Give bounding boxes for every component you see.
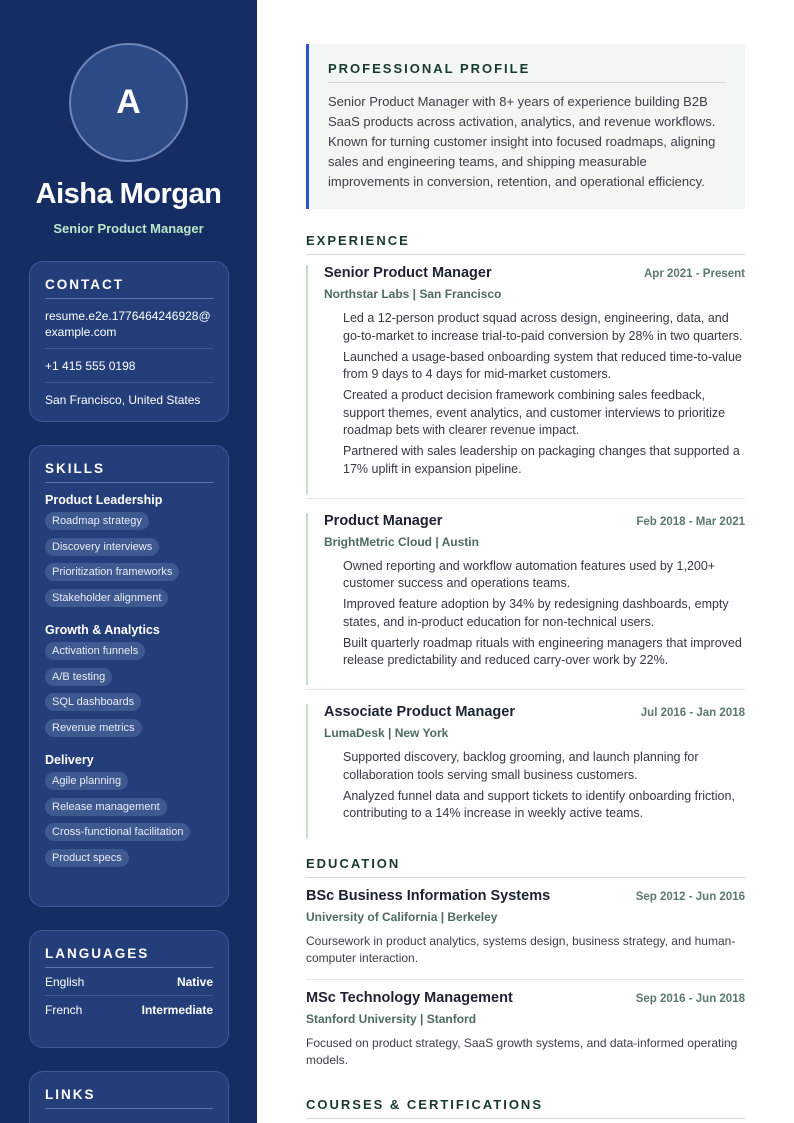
job-date: Jul 2016 - Jan 2018 bbox=[640, 707, 745, 719]
sidebar bbox=[0, 0, 257, 1123]
job-bullet: Led a 12-person product squad across design, engineering, data, and go-to-market to increase trial-to-paid conversion by 28% in two quarters. bbox=[343, 311, 743, 343]
skill-chip: Agile planning bbox=[45, 772, 128, 790]
contact-phone[interactable]: +1 415 555 0198 bbox=[45, 349, 213, 383]
contact-email[interactable]: resume.e2e.1776464246928@example.com bbox=[45, 299, 213, 349]
skill-chip: Activation funnels bbox=[45, 642, 145, 660]
experience-section bbox=[306, 233, 745, 838]
skills-title: SKILLS bbox=[45, 461, 213, 483]
experience-title: EXPERIENCE bbox=[306, 233, 745, 255]
education-title: EDUCATION bbox=[306, 856, 745, 878]
education-date: Sep 2016 - Jun 2018 bbox=[635, 993, 745, 1005]
languages-card bbox=[29, 930, 229, 1048]
skill-chip: Prioritization frameworks bbox=[45, 563, 179, 581]
job-entry bbox=[306, 265, 745, 494]
skill-group-title: Growth & Analytics bbox=[45, 623, 160, 637]
profile-summary: Senior Product Manager with 8+ years of experience building B2B SaaS products across activation, analytics, and revenue workflows. Known for turning customer insight into focused roadmaps, aligning sales and engineering teams, and shipping measurable improvements in conversion, retention, and operational efficiency. bbox=[328, 94, 716, 189]
education-description: Focused on product strategy, SaaS growth systems, and data-informed operating models. bbox=[306, 1036, 738, 1067]
education-date: Sep 2012 - Jun 2016 bbox=[635, 891, 745, 903]
education-entry bbox=[306, 990, 745, 1081]
job-title: Product Manager bbox=[324, 512, 443, 529]
job-entry bbox=[306, 704, 745, 838]
education-section bbox=[306, 856, 745, 1081]
skill-chip: Release management bbox=[45, 798, 167, 816]
job-org: BrightMetric Cloud | Austin bbox=[324, 534, 479, 549]
job-date: Feb 2018 - Mar 2021 bbox=[636, 515, 745, 528]
courses-title: COURSES & CERTIFICATIONS bbox=[306, 1097, 745, 1119]
profile-section bbox=[306, 44, 745, 209]
skill-chip: Product specs bbox=[45, 849, 129, 867]
job-org: Northstar Labs | San Francisco bbox=[324, 287, 502, 301]
language-level: Intermediate bbox=[141, 1003, 213, 1017]
job-entry bbox=[306, 513, 745, 686]
language-level: Native bbox=[176, 975, 213, 989]
job-title: Associate Product Manager bbox=[324, 704, 515, 720]
language-name: French bbox=[45, 1003, 83, 1017]
job-bullet: Analyzed funnel data and support tickets to identify onboarding friction, contributing to a 14% increase in weekly active teams. bbox=[343, 788, 735, 820]
contact-title: CONTACT bbox=[45, 277, 213, 299]
language-row bbox=[45, 968, 213, 996]
skill-chip: Revenue metrics bbox=[45, 719, 142, 737]
job-bullet: Owned reporting and workflow automation features used by 1,200+ customer success and operations teams. bbox=[343, 558, 716, 590]
skill-chip: Discovery interviews bbox=[45, 538, 159, 556]
links-title: LINKS bbox=[45, 1087, 213, 1109]
job-bullet: Created a product decision framework combining sales feedback, support themes, event analytics, and customer interviews to prioritize roadmap bets with clearer revenue impact. bbox=[343, 388, 726, 437]
candidate-name: Aisha Morgan bbox=[35, 178, 222, 210]
skill-chip: A/B testing bbox=[45, 668, 112, 686]
avatar: A bbox=[69, 43, 188, 162]
links-card bbox=[29, 1071, 229, 1123]
education-degree: MSc Technology Management bbox=[306, 990, 513, 1006]
education-school: Stanford University | Stanford bbox=[306, 1012, 477, 1026]
main-content bbox=[306, 44, 745, 1119]
skill-group-title: Product Leadership bbox=[45, 493, 163, 507]
languages-title: LANGUAGES bbox=[45, 946, 213, 968]
job-bullet: Built quarterly roadmap rituals with engineering managers that improved release predictability and reduced carry-over work by 22%. bbox=[343, 635, 742, 667]
courses-section bbox=[306, 1097, 745, 1119]
skill-chip: SQL dashboards bbox=[45, 693, 141, 711]
language-row bbox=[45, 996, 213, 1023]
contact-location: San Francisco, United States bbox=[45, 393, 201, 407]
skill-chip: Cross-functional facilitation bbox=[45, 823, 190, 841]
skill-chip: Stakeholder alignment bbox=[45, 589, 168, 607]
job-bullet: Partnered with sales leadership on packaging changes that supported a 17% uplift in expansion pipeline. bbox=[343, 444, 740, 476]
skill-group-title: Delivery bbox=[45, 753, 94, 767]
education-description: Coursework in product analytics, systems design, business strategy, and human-computer interaction. bbox=[306, 934, 736, 965]
job-org: LumaDesk | New York bbox=[324, 726, 449, 740]
skill-chip: Roadmap strategy bbox=[45, 512, 149, 530]
job-title: Senior Product Manager bbox=[324, 265, 492, 281]
profile-title: PROFESSIONAL PROFILE bbox=[328, 61, 726, 83]
job-bullet: Supported discovery, backlog grooming, and launch planning for collaboration tools serving small business customers. bbox=[343, 750, 699, 782]
divider bbox=[306, 689, 745, 690]
job-date: Apr 2021 - Present bbox=[644, 268, 745, 280]
contact-card bbox=[29, 261, 229, 422]
skills-card bbox=[29, 445, 229, 907]
job-bullet: Improved feature adoption by 34% by redesigning dashboards, empty states, and in-product education for non-technical users. bbox=[343, 597, 729, 629]
divider bbox=[306, 979, 745, 980]
candidate-role: Senior Product Manager bbox=[53, 221, 204, 236]
language-name: English bbox=[45, 975, 85, 989]
divider bbox=[306, 498, 745, 499]
education-degree: BSc Business Information Systems bbox=[306, 888, 551, 904]
education-school: University of California | Berkeley bbox=[306, 910, 498, 924]
job-bullet: Launched a usage-based onboarding system that reduced time-to-value from 9 days to 4 days for mid-market customers. bbox=[343, 349, 742, 381]
education-entry bbox=[306, 888, 745, 979]
